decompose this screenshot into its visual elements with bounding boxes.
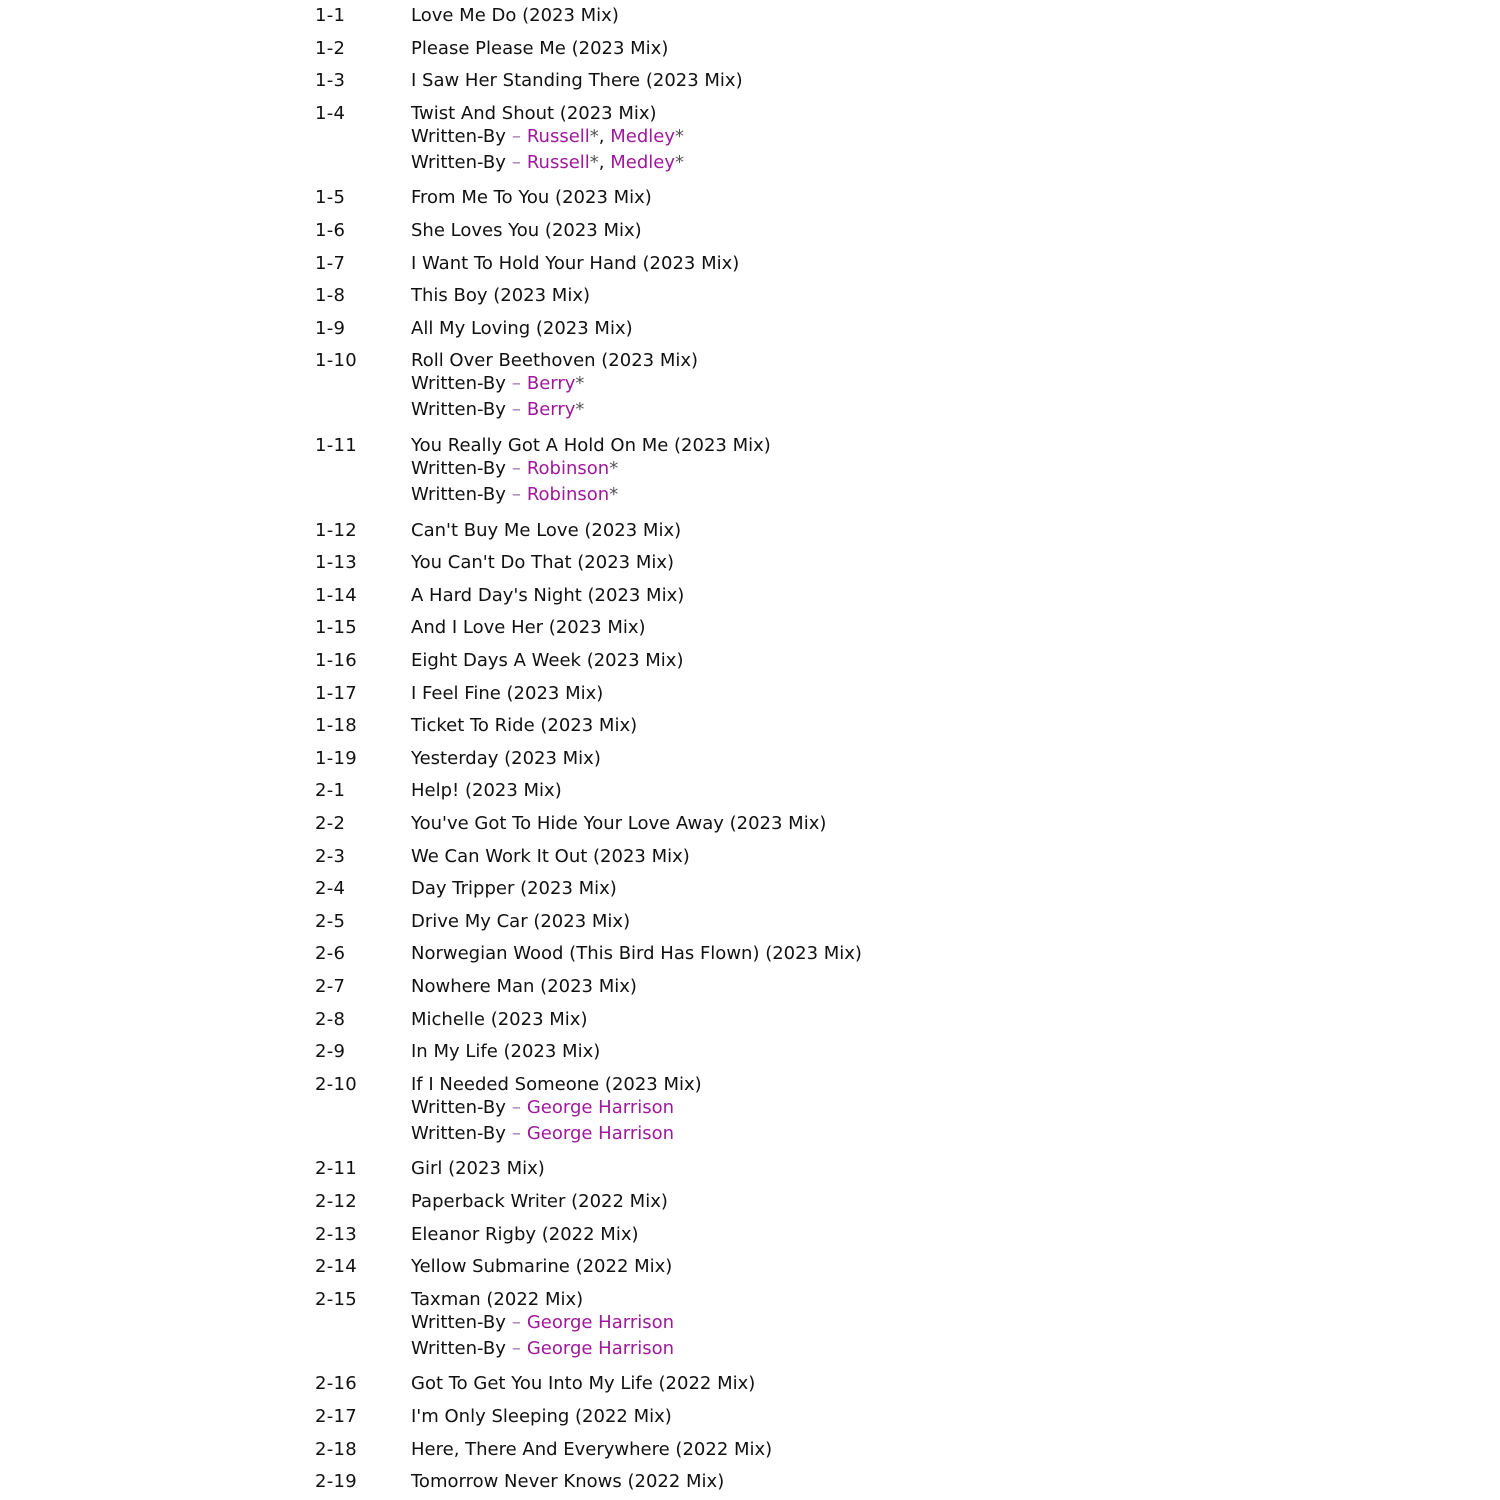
track-title: In My Life (2023 Mix)	[411, 1041, 601, 1063]
track-position: 2-3	[315, 845, 346, 867]
artist-link[interactable]: Medley	[610, 125, 676, 147]
track-title: I'm Only Sleeping (2022 Mix)	[411, 1406, 672, 1427]
track-position: 2-10	[315, 1073, 358, 1095]
credit-role: Written-By	[411, 458, 506, 479]
artist-comma: ,	[598, 125, 611, 147]
track-position: 1-2	[315, 37, 346, 59]
artist-suffix: *	[575, 399, 585, 421]
artist-link[interactable]: George Harrison	[526, 1311, 675, 1333]
track-credit	[411, 1095, 674, 1121]
track-position: 2-13	[315, 1223, 358, 1245]
track-position: 2-2	[315, 813, 346, 834]
track-position: 2-5	[315, 910, 346, 932]
artist-link[interactable]: Robinson	[526, 458, 610, 479]
track-title: You Really Got A Hold On Me (2023 Mix)	[411, 435, 771, 456]
track-position: 1-4	[315, 102, 346, 124]
track-position: 2-7	[315, 976, 346, 997]
credit-separator: –	[511, 484, 521, 505]
track-position: 2-18	[315, 1438, 358, 1460]
artist-suffix: *	[675, 125, 685, 147]
track-position: 1-13	[315, 552, 358, 574]
credit-separator: –	[511, 151, 521, 173]
track-credit	[411, 1336, 674, 1362]
track-position: 2-19	[315, 1471, 358, 1493]
track-position: 1-5	[315, 187, 346, 209]
artist-suffix: *	[589, 125, 599, 147]
track-position: 1-1	[315, 5, 346, 26]
track-title: Yesterday (2023 Mix)	[411, 747, 601, 769]
track-position: 2-4	[315, 878, 346, 900]
credit-separator: –	[511, 1311, 521, 1333]
track-title: Eleanor Rigby (2022 Mix)	[411, 1223, 639, 1245]
track-title: Norwegian Wood (This Bird Has Flown) (2023 Mix)	[411, 943, 862, 965]
track-credit	[411, 150, 684, 176]
track-position: 1-8	[315, 285, 346, 307]
artist-link[interactable]: Russell	[526, 125, 590, 147]
track-title: Michelle (2023 Mix)	[411, 1008, 588, 1030]
artist-link[interactable]: Medley	[610, 151, 676, 173]
track-credit	[411, 371, 584, 397]
track-title: She Loves You (2023 Mix)	[411, 220, 642, 241]
credit-separator: –	[511, 373, 521, 395]
track-title: Ticket To Ride (2023 Mix)	[411, 715, 638, 737]
track-title: Day Tripper (2023 Mix)	[411, 878, 617, 900]
track-title: This Boy (2023 Mix)	[411, 285, 590, 307]
artist-suffix: *	[575, 373, 585, 395]
track-position: 1-17	[315, 682, 358, 704]
track-credit	[411, 482, 618, 508]
credit-role: Written-By	[411, 1096, 506, 1118]
track-title: Tomorrow Never Knows (2022 Mix)	[411, 1471, 725, 1493]
track-title: Please Please Me (2023 Mix)	[411, 37, 669, 59]
track-position: 2-8	[315, 1008, 346, 1030]
track-title: We Can Work It Out (2023 Mix)	[411, 845, 690, 867]
track-title: Roll Over Beethoven (2023 Mix)	[411, 350, 699, 372]
track-title: You Can't Do That (2023 Mix)	[411, 552, 675, 574]
credit-separator: –	[511, 1096, 521, 1118]
track-position: 1-12	[315, 519, 358, 541]
track-title: Taxman (2022 Mix)	[411, 1288, 584, 1310]
track-title: Yellow Submarine (2022 Mix)	[411, 1256, 673, 1278]
track-title: From Me To You (2023 Mix)	[411, 187, 652, 209]
artist-link[interactable]: Robinson	[526, 484, 610, 505]
artist-link[interactable]: George Harrison	[526, 1096, 675, 1118]
track-title: Nowhere Man (2023 Mix)	[411, 976, 637, 997]
track-position: 1-6	[315, 220, 346, 241]
track-position: 2-9	[315, 1041, 346, 1063]
artist-link[interactable]: Berry	[526, 399, 576, 421]
artist-comma: ,	[598, 151, 611, 173]
track-position: 2-12	[315, 1191, 358, 1212]
track-position: 1-19	[315, 747, 358, 769]
track-title: Got To Get You Into My Life (2022 Mix)	[411, 1373, 756, 1395]
track-position: 1-11	[315, 435, 358, 456]
track-title: Love Me Do (2023 Mix)	[411, 5, 619, 26]
artist-suffix: *	[609, 484, 619, 505]
credit-role: Written-By	[411, 1122, 506, 1144]
track-position: 1-14	[315, 584, 358, 606]
track-position: 2-17	[315, 1406, 358, 1427]
track-title: Girl (2023 Mix)	[411, 1158, 545, 1180]
credit-separator: –	[511, 399, 521, 421]
artist-link[interactable]: George Harrison	[526, 1337, 675, 1359]
track-title: Paperback Writer (2022 Mix)	[411, 1191, 668, 1212]
track-position: 2-6	[315, 943, 346, 965]
track-title: I Saw Her Standing There (2023 Mix)	[411, 70, 743, 92]
artist-link[interactable]: George Harrison	[526, 1122, 675, 1144]
artist-suffix: *	[609, 458, 619, 479]
track-credit	[411, 1121, 674, 1147]
track-position: 2-11	[315, 1158, 358, 1180]
track-title: A Hard Day's Night (2023 Mix)	[411, 584, 685, 606]
credit-role: Written-By	[411, 151, 506, 173]
track-position: 1-18	[315, 715, 358, 737]
track-position: 1-10	[315, 350, 358, 372]
track-title: Twist And Shout (2023 Mix)	[411, 102, 657, 124]
track-title: All My Loving (2023 Mix)	[411, 317, 633, 339]
track-credit	[411, 397, 584, 423]
credit-separator: –	[511, 1337, 521, 1359]
track-title: I Feel Fine (2023 Mix)	[411, 682, 604, 704]
artist-link[interactable]: Berry	[526, 373, 576, 395]
track-position: 1-7	[315, 252, 346, 274]
credit-role: Written-By	[411, 1311, 506, 1333]
artist-suffix: *	[589, 151, 599, 173]
credit-role: Written-By	[411, 125, 506, 147]
track-credit	[411, 124, 684, 150]
track-title: And I Love Her (2023 Mix)	[411, 617, 646, 639]
track-title: Here, There And Everywhere (2022 Mix)	[411, 1438, 773, 1460]
track-title: Can't Buy Me Love (2023 Mix)	[411, 519, 682, 541]
track-position: 1-16	[315, 650, 358, 671]
track-position: 2-15	[315, 1288, 358, 1310]
track-title: If I Needed Someone (2023 Mix)	[411, 1073, 702, 1095]
credit-role: Written-By	[411, 399, 506, 421]
track-title: I Want To Hold Your Hand (2023 Mix)	[411, 252, 740, 274]
credit-separator: –	[511, 458, 521, 479]
track-position: 2-14	[315, 1256, 358, 1278]
track-position: 2-1	[315, 780, 346, 802]
track-position: 1-3	[315, 70, 346, 92]
track-title: Help! (2023 Mix)	[411, 780, 562, 802]
artist-suffix: *	[675, 151, 685, 173]
track-title: You've Got To Hide Your Love Away (2023 Mix)	[411, 813, 827, 834]
credit-role: Written-By	[411, 1337, 506, 1359]
credit-separator: –	[511, 125, 521, 147]
track-credit	[411, 456, 618, 482]
credit-role: Written-By	[411, 373, 506, 395]
track-title: Eight Days A Week (2023 Mix)	[411, 650, 684, 671]
track-position: 1-9	[315, 317, 346, 339]
track-title: Drive My Car (2023 Mix)	[411, 910, 631, 932]
credit-separator: –	[511, 1122, 521, 1144]
track-position: 2-16	[315, 1373, 358, 1395]
track-position: 1-15	[315, 617, 358, 639]
track-credit	[411, 1310, 674, 1336]
credit-role: Written-By	[411, 484, 506, 505]
artist-link[interactable]: Russell	[526, 151, 590, 173]
